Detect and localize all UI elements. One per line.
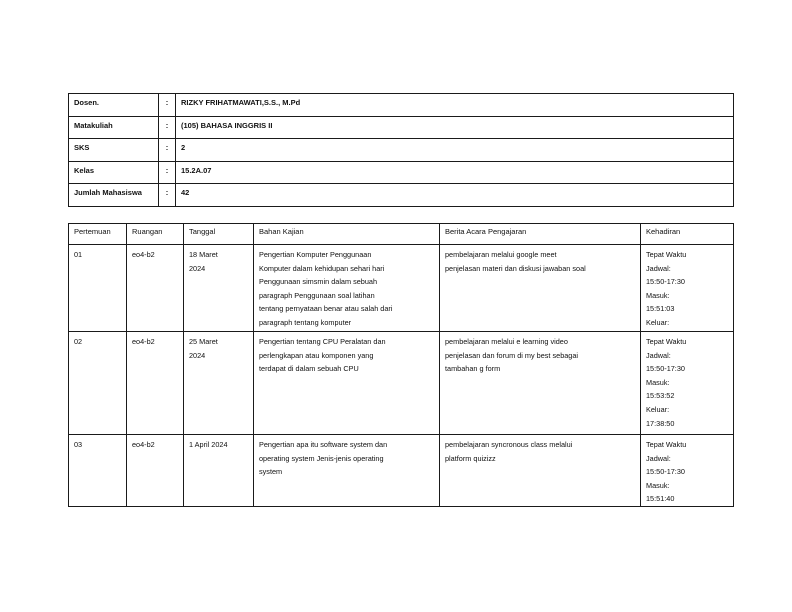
cell-berita-acara-line: tambahan g form xyxy=(445,364,501,374)
cell-ruangan: eo4-b2 xyxy=(127,245,184,332)
cell-berita-acara-line: platform quizizz xyxy=(445,453,496,463)
cell-kehadiran xyxy=(641,332,734,435)
cell-ruangan: eo4-b2 xyxy=(127,435,184,507)
cell-kehadiran-line: 17:38:50 xyxy=(646,418,675,428)
info-label: Jumlah Mahasiswa xyxy=(69,184,159,207)
cell-bahan-kajian-line: paragraph Penggunaan soal latihan xyxy=(259,290,375,300)
cell-tanggal xyxy=(184,332,254,435)
cell-bahan-kajian-line: Pengertian tentang CPU Peralatan dan xyxy=(259,337,386,346)
cell-bahan-kajian-line: tentang pernyataan benar atau salah dari xyxy=(259,304,393,314)
cell-tanggal-line: 1 April 2024 xyxy=(189,440,228,449)
cell-kehadiran-line: Tepat Waktu xyxy=(646,440,687,449)
cell-berita-acara xyxy=(440,245,641,332)
header-ruangan: Ruangan xyxy=(127,224,184,245)
header-tanggal: Tanggal xyxy=(184,224,254,245)
cell-kehadiran-line: Keluar: xyxy=(646,404,670,414)
info-value: 42 xyxy=(176,184,734,207)
info-colon: : xyxy=(159,184,176,207)
cell-kehadiran-line: 15:50-17:30 xyxy=(646,277,685,287)
cell-kehadiran xyxy=(641,435,734,507)
cell-kehadiran-line: Jadwal: xyxy=(646,263,671,273)
cell-kehadiran-line: 15:50-17:30 xyxy=(646,467,685,477)
table-row xyxy=(69,332,734,435)
info-value: RIZKY FRIHATMAWATI,S.S., M.Pd xyxy=(176,94,734,117)
info-row xyxy=(69,94,734,117)
info-colon: : xyxy=(159,161,176,184)
cell-kehadiran-line: Masuk: xyxy=(646,290,670,300)
info-row xyxy=(69,139,734,162)
cell-bahan-kajian-line: Pengertian apa itu software system dan xyxy=(259,440,388,449)
cell-tanggal xyxy=(184,245,254,332)
cell-pertemuan: 03 xyxy=(69,435,127,507)
info-colon: : xyxy=(159,94,176,117)
cell-tanggal-line: 2024 xyxy=(189,350,206,360)
cell-bahan-kajian-line: Komputer dalam kehidupan sehari hari xyxy=(259,263,385,273)
cell-kehadiran-line: Jadwal: xyxy=(646,350,671,360)
cell-tanggal-line: 25 Maret xyxy=(189,337,218,346)
cell-pertemuan: 02 xyxy=(69,332,127,435)
header-pertemuan: Pertemuan xyxy=(69,224,127,245)
cell-bahan-kajian-line: perlengkapan atau komponen yang xyxy=(259,350,374,360)
info-label: Dosen. xyxy=(69,94,159,117)
cell-pertemuan: 01 xyxy=(69,245,127,332)
cell-bahan-kajian-line: paragraph tentang komputer xyxy=(259,317,352,327)
info-colon: : xyxy=(159,139,176,162)
info-row xyxy=(69,184,734,207)
info-label: Matakuliah xyxy=(69,116,159,139)
cell-berita-acara xyxy=(440,332,641,435)
cell-kehadiran-line: 15:51:03 xyxy=(646,304,675,314)
attendance-schedule-table xyxy=(68,223,734,507)
cell-berita-acara-line: pembelajaran melalui google meet xyxy=(445,250,557,259)
cell-tanggal xyxy=(184,435,254,507)
info-label: Kelas xyxy=(69,161,159,184)
cell-berita-acara-line: penjelasan dan forum di my best sebagai xyxy=(445,350,579,360)
cell-kehadiran-line: Tepat Waktu xyxy=(646,337,687,346)
info-value: (105) BAHASA INGGRIS II xyxy=(176,116,734,139)
info-row xyxy=(69,116,734,139)
cell-berita-acara-line: pembelajaran syncronous class melalui xyxy=(445,440,573,449)
cell-bahan-kajian-line: Penggunaan simsmin dalam sebuah xyxy=(259,277,378,287)
cell-bahan-kajian xyxy=(254,332,440,435)
header-kehadiran: Kehadiran xyxy=(641,224,734,245)
cell-tanggal-line: 18 Maret xyxy=(189,250,218,259)
cell-kehadiran-line: Jadwal: xyxy=(646,453,671,463)
info-value: 2 xyxy=(176,139,734,162)
cell-bahan-kajian-line: terdapat di dalam sebuah CPU xyxy=(259,364,359,374)
info-colon: : xyxy=(159,116,176,139)
cell-tanggal-line: 2024 xyxy=(189,263,206,273)
cell-kehadiran-line: Keluar: xyxy=(646,317,670,327)
cell-bahan-kajian xyxy=(254,435,440,507)
cell-kehadiran-line: Masuk: xyxy=(646,480,670,490)
header-berita-acara: Berita Acara Pengajaran xyxy=(440,224,641,245)
cell-berita-acara-line: penjelasan materi dan diskusi jawaban soal xyxy=(445,263,586,273)
table-row xyxy=(69,245,734,332)
schedule-header-row xyxy=(69,224,734,245)
cell-kehadiran-line: Tepat Waktu xyxy=(646,250,687,259)
cell-kehadiran-line: Masuk: xyxy=(646,377,670,387)
cell-kehadiran-line: 15:51:40 xyxy=(646,494,675,504)
cell-bahan-kajian-line: operating system Jenis-jenis operating xyxy=(259,453,384,463)
header-bahan-kajian: Bahan Kajian xyxy=(254,224,440,245)
cell-kehadiran-line: 15:53:52 xyxy=(646,391,675,401)
cell-kehadiran xyxy=(641,245,734,332)
cell-berita-acara xyxy=(440,435,641,507)
course-info-table xyxy=(68,93,734,207)
table-row xyxy=(69,435,734,507)
cell-bahan-kajian-line: system xyxy=(259,467,283,477)
info-row xyxy=(69,161,734,184)
cell-bahan-kajian-line: Pengertian Komputer Penggunaan xyxy=(259,250,372,259)
info-value: 15.2A.07 xyxy=(176,161,734,184)
info-label: SKS xyxy=(69,139,159,162)
cell-kehadiran-line: 15:50-17:30 xyxy=(646,364,685,374)
cell-berita-acara-line: pembelajaran melalui e learning video xyxy=(445,337,568,346)
cell-ruangan: eo4-b2 xyxy=(127,332,184,435)
cell-bahan-kajian xyxy=(254,245,440,332)
